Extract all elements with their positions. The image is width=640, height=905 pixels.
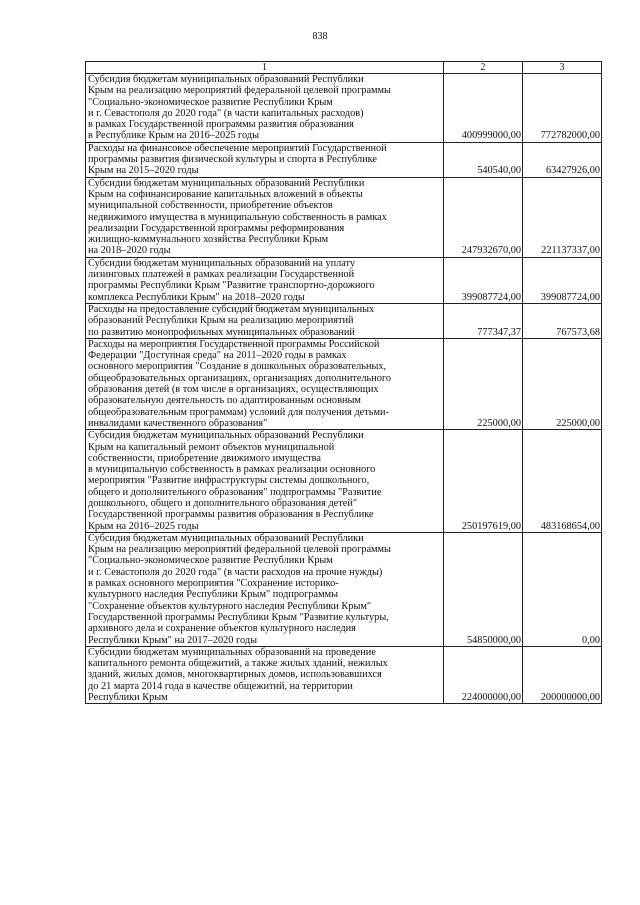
row-amount-col2: 225000,00: [444, 338, 523, 429]
row-description: Субсидия бюджетам муниципальных образований Республики Крым на реализацию мероприятий федеральной целевой программы "Социально-экономическое развитие Республики Крым и г. Севастополя до 2020 года" (в части расходов на прочие нужды) в рамках основного мероприятия "Сохранение историко- культурного наследия Республики Крым" подпрограммы "Сохранение объектов культурного наследия Республики Крым" Государственной программы Республики Крым "Развитие культуры, архивного дела и сохранение объектов культурного наследия Республики Крым" на 2017–2020 годы: [86, 532, 444, 646]
table-row: [86, 338, 602, 429]
row-amount-col2: 777347,37: [444, 303, 523, 338]
row-description: Субсидии бюджетам муниципальных образований на проведение капитального ремонта общежитий, а также жилых зданий, нежилых зданий, жилых домов, многоквартирных домов, использовавшихся до 21 марта 2014 года в качестве общежитий, на территории Республики Крым: [86, 646, 444, 703]
row-description: Субсидия бюджетам муниципальных образований Республики Крым на реализацию мероприятий федеральной целевой программы "Социально-экономическое развитие Республики Крым и г. Севастополя до 2020 года" (в части капитальных расходов) в рамках Государственной программы развития образования в Республике Крым на 2016–2025 годы: [86, 74, 444, 143]
budget-table: [85, 61, 602, 704]
table-row: [86, 646, 602, 703]
column-header-1: 1: [86, 62, 444, 74]
table-row: [86, 430, 602, 533]
row-description: Расходы на финансовое обеспечение мероприятий Государственной программы развития физической культуры и спорта в Республике Крым на 2015–2020 годы: [86, 142, 444, 177]
row-amount-col2: 540540,00: [444, 142, 523, 177]
row-description: Субсидия бюджетам муниципальных образований Республики Крым на капитальный ремонт объектов муниципальной собственности, приобретение движимого имущества в муниципальную собственность в рамках реализации основного мероприятия "Развитие инфраструктуры системы дошкольного, общего и дополнительного образования" подпрограммы "Развитие дошкольного, общего и дополнительного образования детей" Государственной программы развития образования в Республике Крым на 2016–2025 годы: [86, 430, 444, 533]
row-description: Расходы на мероприятия Государственной программы Российской Федерации "Доступная среда" на 2011–2020 годы в рамках основного мероприятия "Создание в дошкольных образовательных, общеобразовательных организациях, организациях дополнительного образования детей (в том числе в организациях, осуществляющих образовательную деятельность по адаптированным основным общеобразовательным программам) условий для получения детьми- инвалидами качественного образования": [86, 338, 444, 429]
row-amount-col3: 221137337,00: [523, 177, 602, 257]
row-amount-col2: 247932670,00: [444, 177, 523, 257]
table-row: [86, 303, 602, 338]
table-row: [86, 74, 602, 143]
table-header-row: [86, 62, 602, 74]
column-header-3: 3: [523, 62, 602, 74]
row-amount-col3: 63427926,00: [523, 142, 602, 177]
row-amount-col2: 54850000,00: [444, 532, 523, 646]
row-description: Расходы на предоставление субсидий бюджетам муниципальных образований Республики Крым на реализацию мероприятий по развитию монопрофильных муниципальных образований: [86, 303, 444, 338]
row-description: Субсидии бюджетам муниципальных образований на уплату лизинговых платежей в рамках реализации Государственной программы Республики Крым "Развитие транспортно-дорожного комплекса Республики Крым" на 2018–2020 годы: [86, 257, 444, 303]
row-amount-col3: 399087724,00: [523, 257, 602, 303]
row-amount-col2: 224000000,00: [444, 646, 523, 703]
table-row: [86, 257, 602, 303]
row-amount-col3: 772782000,00: [523, 74, 602, 143]
row-amount-col3: 225000,00: [523, 338, 602, 429]
row-amount-col3: 767573,68: [523, 303, 602, 338]
row-amount-col2: 399087724,00: [444, 257, 523, 303]
table-row: [86, 142, 602, 177]
row-amount-col2: 250197619,00: [444, 430, 523, 533]
row-amount-col3: 0,00: [523, 532, 602, 646]
column-header-2: 2: [444, 62, 523, 74]
row-amount-col3: 483168654,00: [523, 430, 602, 533]
row-amount-col3: 200000000,00: [523, 646, 602, 703]
row-description: Субсидии бюджетам муниципальных образований Республики Крым на софинансирование капитальных вложений в объекты муниципальной собственности, приобретение объектов недвижимого имущества в муниципальную собственность в рамках реализации Государственной программы реформирования жилищно-коммунального хозяйства Республики Крым на 2018–2020 годы: [86, 177, 444, 257]
table-row: [86, 177, 602, 257]
row-amount-col2: 400999000,00: [444, 74, 523, 143]
page-number: 838: [312, 31, 328, 42]
table-row: [86, 532, 602, 646]
